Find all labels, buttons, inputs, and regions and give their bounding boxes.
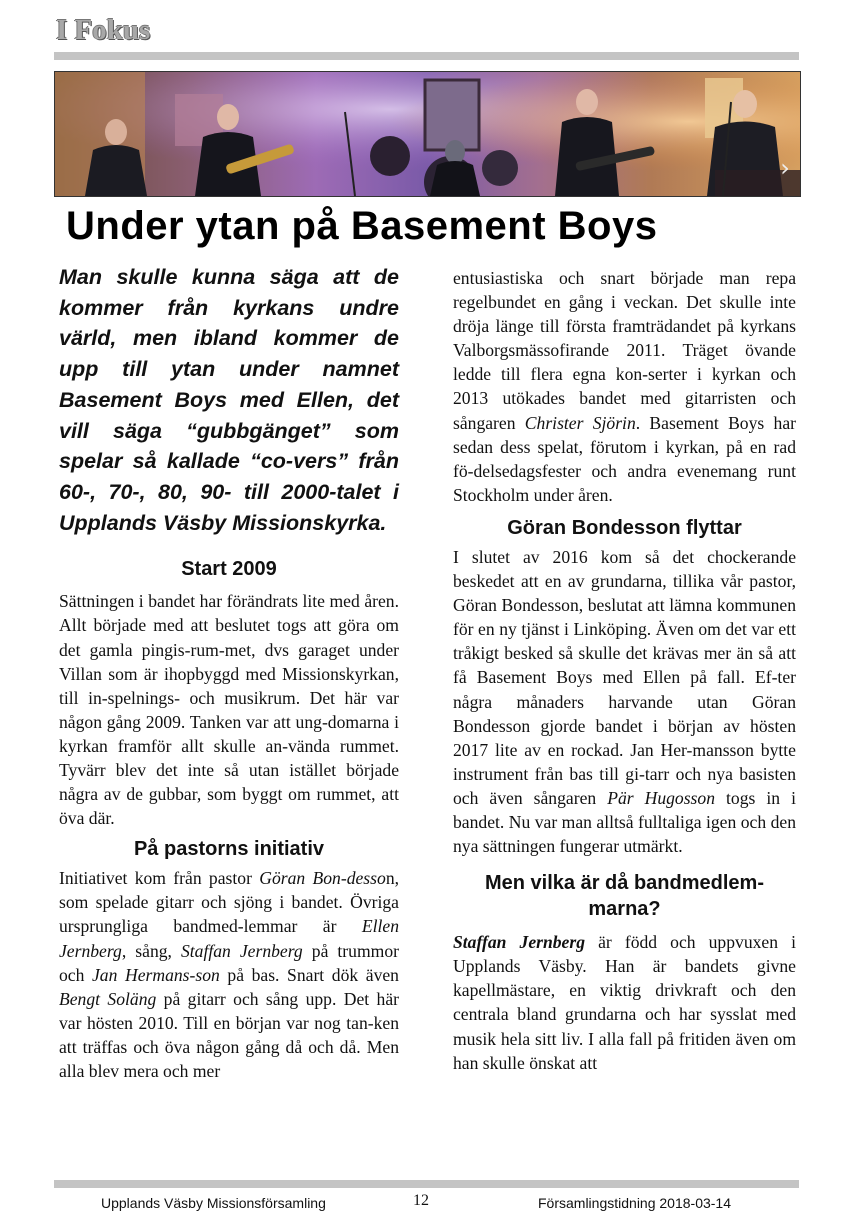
right-column <box>453 266 796 1075</box>
subhead-pastor: På pastorns initiativ <box>133 838 325 861</box>
person-name: Staffan Jernberg <box>180 940 303 961</box>
person-name: Christer Sjörin <box>524 412 636 433</box>
goran-text-2: togs in i bandet. Nu var man alltså fulltaliga igen och den nya sättningen fungerar utmärkt. <box>453 787 796 857</box>
goran-paragraph <box>453 545 796 858</box>
pastor-text-1: Initiativet kom från pastor <box>59 868 260 889</box>
start-paragraph: Sättningen i bandet har förändrats lite med åren. Allt började med att beslutet togs att göra om det gamla pingis-rum-met, dvs garaget under Villan som är ihopbyggd med Missionskyrkan, till in-spelnings- och musikrum. Det här var någon gång 2009. Tanken var att ung-domarna i kyrkan framför allt skulle an-vända rummet. Tyvärr blev det inte så utan istället började några av de gubbar, som byggt om rummet, att öva där. <box>59 591 399 829</box>
footer-publisher: Upplands Väsby Missionsförsamling <box>101 1195 326 1211</box>
pastor-text-6: på gitarr och sång upp. Det här var hösten 2010. Till en början var nog tan-ken att träffas och öva någon gång då och då. Men alla blev mera och mer <box>59 988 399 1082</box>
goran-text-1: I slutet av 2016 kom så det chockerande beskedet att en av grundarna, tillika vår pastor, Göran Bondesson, beslutat att lämna kommunen för en ny tjänst i Linköping. Även om det var ett tråkigt besked så skulle det krävas mer än så att få Basement Boys med Ellen på fall. Ef-ter några månaders harvande utan Göran Bondesson gjorde bandet i början av hösten 2017 lite av en rockad. Jan Her-mansson bytte instrument från bas till gi-tarr och nya basisten och även sångaren <box>453 546 796 808</box>
top-rule <box>54 52 799 60</box>
left-column <box>59 262 399 1083</box>
headline: Under ytan på Basement Boys <box>66 204 658 248</box>
bottom-rule <box>54 1180 799 1188</box>
members-text-1: är född och uppvuxen i Upplands Väsby. Han är bandets givne kapellmästare, en viktig drivkraft och den centrala bland grundarna och har sysslat med musik hela sitt liv. I alla fall på fritiden även om han skulle önskat att <box>453 932 796 1073</box>
pastor-text-3: , sång, <box>121 940 181 961</box>
subhead-goran: Göran Bondesson flyttar <box>507 516 742 539</box>
person-name: Staffan Jernberg <box>453 932 586 953</box>
lead-paragraph: Man skulle kunna säga att de kommer från kyrkans undre värld, men ibland kommer de upp till ytan under namnet Basement Boys med Ellen, det vill säga “gubbgänget” som spelar så kallade “co-vers” från 60-, 70-, 80, 90- till 2000-talet i Upplands Väsby Missionskyrka. <box>59 265 399 535</box>
subhead-members: Men vilka är då bandmedlem-marna? <box>485 872 764 921</box>
chevron-right-icon[interactable]: › <box>780 154 790 182</box>
page-number: 12 <box>413 1192 429 1209</box>
pastor-paragraph <box>59 866 399 1083</box>
cont-text-1: entusiastiska och snart började man repa regelbundet en gång i veckan. Det skulle inte dröja länge till första framträdandet på kyrkans Valborgsmässofirande 2011. Träget övande ledde till flera egna kon-serter i kyrkan och 2013 utökades bandet med gitarristen och sångaren <box>453 268 796 433</box>
subhead-start: Start 2009 <box>181 558 277 581</box>
band-photo <box>54 71 801 197</box>
person-name: Pär Hugosson <box>607 787 715 808</box>
pastor-text-4: på trummor och <box>59 940 399 985</box>
continuation-paragraph <box>453 266 796 507</box>
pastor-text-5: på bas. Snart dök även <box>219 964 399 985</box>
person-name: Jan Hermans-son <box>92 964 220 985</box>
cont-text-2: . Basement Boys har sedan dess spelat, förutom i kyrkan, på en rad fö-delsedagsfester och andra evenemang runt Stockholm under åren. <box>453 412 796 505</box>
section-title: I Fokus <box>56 14 151 46</box>
person-name: Göran Bon-desso <box>259 868 386 889</box>
person-name: Bengt Soläng <box>59 988 157 1009</box>
person-name: Ellen Jernberg <box>59 916 399 961</box>
members-paragraph <box>453 930 796 1075</box>
footer-issue: Församlingstidning 2018-03-14 <box>538 1195 731 1211</box>
band-photo-illustration <box>55 72 800 196</box>
pastor-text-2: n, som spelade gitarr och sjöng i bandet. Övriga ursprungliga bandmed-lemmar är <box>59 868 400 937</box>
